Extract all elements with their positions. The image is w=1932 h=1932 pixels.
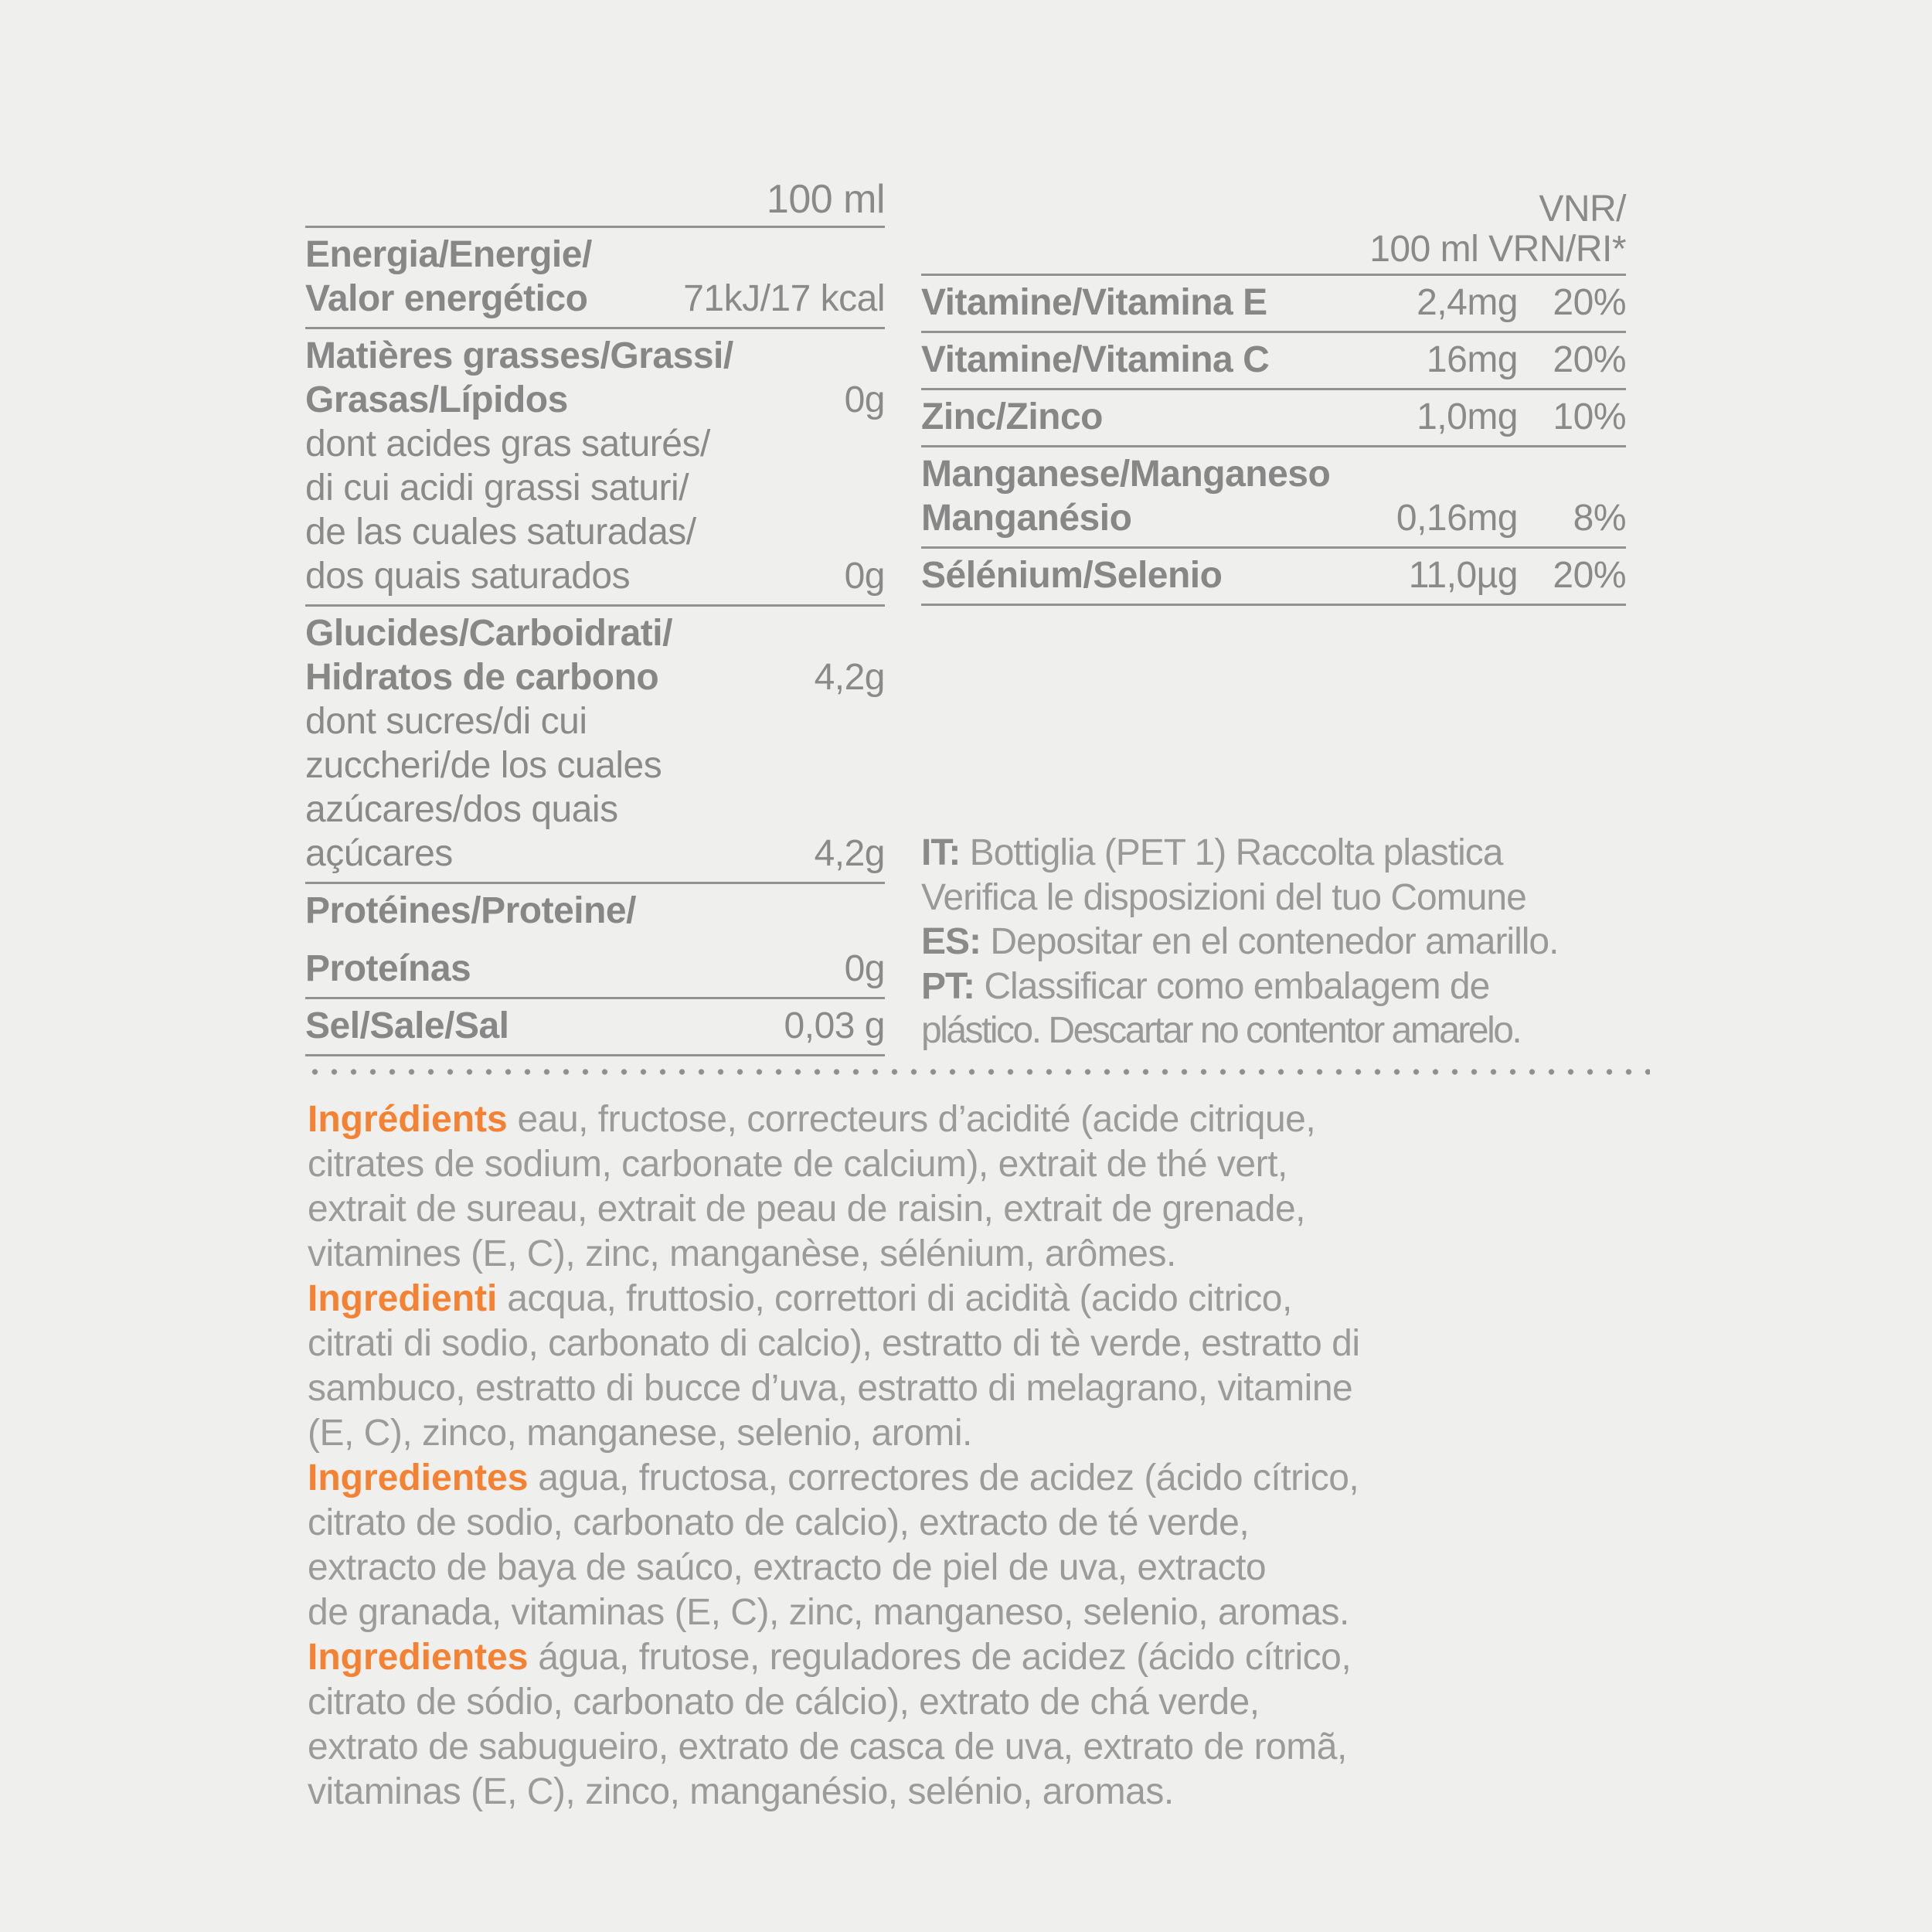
nutrition-row-line	[305, 699, 885, 743]
ingredients-text-line	[308, 1321, 1648, 1366]
nutrition-value: 0g	[844, 948, 885, 989]
nutrition-row-line	[305, 743, 885, 787]
micronutrient-label: Vitamine/Vitamina C	[921, 339, 1270, 380]
nutrition-row-line	[305, 277, 885, 321]
recycling-text: plástico. Descartar no contentor amarelo.	[921, 1010, 1521, 1051]
recycling-line	[921, 831, 1648, 876]
nutrition-row	[305, 228, 885, 329]
nutrition-row-line	[305, 422, 885, 466]
ingredients-heading: Ingredientes	[308, 1458, 529, 1498]
micronutrient-amount: 0,16mg	[1396, 498, 1518, 539]
nutrition-value: 0g	[844, 379, 885, 420]
nutrition-value: 0g	[844, 556, 885, 597]
ingredients-line-text: citrato de sodio, carbonato de calcio), extracto de té verde,	[308, 1502, 1250, 1543]
nutrition-value: 4,2g	[814, 833, 885, 874]
ingredients-paragraph	[308, 1277, 1648, 1456]
nutrition-label: Sel/Sale/Sal	[305, 1005, 509, 1046]
ingredients-text-line	[308, 1187, 1648, 1232]
ingredients-heading: Ingrédients	[308, 1099, 508, 1140]
recycling-line	[921, 1009, 1648, 1053]
nutrition-value: 0,03 g	[784, 1005, 885, 1046]
nutrition-label: dont sucres/di cui	[305, 701, 587, 742]
ingredients-line-text: extrait de sureau, extrait de peau de raisin, extrait de grenade,	[308, 1189, 1305, 1230]
nutrition-row-line	[305, 554, 885, 598]
micronutrient-amount: 11,0µg	[1408, 555, 1518, 596]
nutrition-row-line	[305, 510, 885, 554]
nutrition-row-line	[305, 466, 885, 510]
ingredients-line-text: extracto de baya de saúco, extracto de piel de uva, extracto	[308, 1547, 1267, 1588]
micronutrient-ri-percent: 20%	[1553, 339, 1626, 380]
nutrition-value: 4,2g	[814, 657, 885, 698]
nutrition-value: 71kJ/17 kcal	[683, 278, 885, 319]
micronutrient-ri-percent: 20%	[1553, 282, 1626, 323]
recycling-language-prefix: PT:	[921, 965, 975, 1007]
nutrition-row-line	[305, 832, 885, 876]
nutrition-column-header: 100 ml	[305, 179, 885, 228]
ingredients-paragraph	[308, 1635, 1648, 1815]
nutrition-row-line	[305, 947, 885, 991]
ingredients-text-line	[308, 1635, 1648, 1680]
nutrition-row-line	[305, 655, 885, 699]
nutrition-label: azúcares/dos quais	[305, 789, 618, 830]
micronutrients-header	[921, 189, 1626, 276]
nutrition-table	[305, 179, 885, 1056]
nutrition-row	[305, 607, 885, 884]
ingredients-line-text: citrati di sodio, carbonato di calcio), estratto di tè verde, estratto di	[308, 1323, 1360, 1364]
nutrition-label: de las cuales saturadas/	[305, 512, 696, 553]
micronutrients-table-rows	[921, 276, 1626, 606]
micronutrient-row-line	[921, 338, 1626, 382]
micronutrient-label: Manganésio	[921, 498, 1132, 539]
nutrition-label: zuccheri/de los cuales	[305, 745, 662, 786]
nutrition-label: dont acides gras saturés/	[305, 423, 710, 464]
ingredients-line-text: extrato de sabugueiro, extrato de casca de uva, extrato de romã,	[308, 1726, 1347, 1767]
micronutrients-header-line2: 100 ml VRN/RI*	[1369, 229, 1626, 270]
ingredients-line-text: sambuco, estratto di bucce d’uva, estratto di melagrano, vitamine	[308, 1368, 1353, 1409]
micronutrient-amount: 16mg	[1426, 339, 1518, 380]
recycling-text: Verifica le disposizioni del tuo Comune	[921, 876, 1526, 918]
micronutrient-ri-percent: 20%	[1553, 555, 1626, 596]
micronutrients-table	[921, 189, 1626, 606]
recycling-line	[921, 876, 1648, 920]
ingredients-text-line	[308, 1411, 1648, 1456]
dotted-divider	[305, 1062, 1650, 1082]
ingredients-line-text: vitaminas (E, C), zinco, manganésio, selénio, aromas.	[308, 1771, 1174, 1812]
nutrition-label: açúcares	[305, 833, 453, 874]
ingredients-text-line	[308, 1456, 1648, 1501]
micronutrient-amount: 2,4mg	[1417, 282, 1518, 323]
nutrition-row-line	[305, 233, 885, 277]
ingredients-line-text: de granada, vitaminas (E, C), zinc, manganeso, selenio, aromas.	[308, 1592, 1349, 1633]
ingredients-line-text: citrato de sódio, carbonato de cálcio), extrato de chá verde,	[308, 1682, 1260, 1723]
ingredients-text-line	[308, 1501, 1648, 1546]
recycling-text: Bottiglia (PET 1) Raccolta plastica	[969, 832, 1503, 873]
nutrition-row-line	[305, 787, 885, 832]
recycling-info	[921, 831, 1648, 1053]
nutrition-row-line	[305, 889, 885, 933]
micronutrients-header-line1: VNR/	[1539, 189, 1626, 230]
ingredients-line-text: água, frutose, reguladores de acidez (ácido cítrico,	[538, 1637, 1352, 1678]
ingredients-paragraph	[308, 1456, 1648, 1635]
ingredients-text-line	[308, 1680, 1648, 1725]
ingredients-line-text: eau, fructose, correcteurs d’acidité (acide citrique,	[517, 1099, 1316, 1140]
micronutrient-label: Manganese/Manganeso	[921, 454, 1331, 495]
nutrition-row	[305, 999, 885, 1056]
nutrition-label: Valor energético	[305, 278, 588, 319]
ingredients-text-line	[308, 1366, 1648, 1411]
nutrition-row-line	[305, 611, 885, 655]
ingredients-text-line	[308, 1770, 1648, 1815]
micronutrient-ri-percent: 10%	[1553, 396, 1626, 437]
micronutrient-row-line	[921, 395, 1626, 439]
ingredients-heading: Ingredientes	[308, 1637, 529, 1678]
micronutrient-row-line	[921, 496, 1626, 540]
nutrition-row-line	[305, 1004, 885, 1048]
nutrition-row	[305, 884, 885, 999]
nutrition-label: Matières grasses/Grassi/	[305, 335, 733, 376]
ingredients-paragraph	[308, 1097, 1648, 1277]
nutrition-label: Grasas/Lípidos	[305, 379, 568, 420]
micronutrient-amount: 1,0mg	[1417, 396, 1518, 437]
micronutrient-row-line	[921, 281, 1626, 325]
micronutrient-label: Vitamine/Vitamina E	[921, 282, 1267, 323]
nutrition-table-rows	[305, 228, 885, 1056]
nutrition-label: Hidratos de carbono	[305, 657, 659, 698]
nutrition-row	[305, 329, 885, 607]
ingredients-line-text: agua, fructosa, correctores de acidez (ácido cítrico,	[538, 1458, 1359, 1498]
recycling-text: Depositar en el contenedor amarillo.	[990, 921, 1559, 962]
ingredients-text-line	[308, 1232, 1648, 1277]
micronutrient-row	[921, 333, 1626, 390]
micronutrient-row	[921, 276, 1626, 333]
ingredients-text-line	[308, 1590, 1648, 1635]
nutrition-row-line	[305, 378, 885, 422]
ingredients-heading: Ingredienti	[308, 1278, 498, 1319]
micronutrient-row	[921, 390, 1626, 447]
nutrition-label: Glucides/Carboidrati/	[305, 613, 672, 654]
ingredients-text-line	[308, 1142, 1648, 1187]
ingredients-text-line	[308, 1546, 1648, 1590]
recycling-language-prefix: ES:	[921, 921, 981, 962]
micronutrient-row-line	[921, 452, 1626, 496]
recycling-language-prefix: IT:	[921, 832, 961, 873]
ingredients-section	[308, 1097, 1648, 1815]
recycling-line	[921, 920, 1648, 964]
ingredients-line-text: citrates de sodium, carbonate de calcium), extrait de thé vert,	[308, 1144, 1287, 1185]
nutrition-label: Energia/Energie/	[305, 234, 592, 275]
ingredients-line-text: acqua, fruttosio, correttori di acidità (acido citrico,	[507, 1278, 1292, 1319]
micronutrient-label: Sélénium/Selenio	[921, 555, 1223, 596]
ingredients-line-text: vitamines (E, C), zinc, manganèse, sélénium, arômes.	[308, 1233, 1176, 1274]
ingredients-text-line	[308, 1277, 1648, 1321]
micronutrient-row	[921, 447, 1626, 549]
ingredients-text-line	[308, 1725, 1648, 1770]
micronutrient-row	[921, 549, 1626, 606]
ingredients-text-line	[308, 1097, 1648, 1142]
nutrition-row-line	[305, 334, 885, 378]
recycling-line	[921, 964, 1648, 1009]
nutrition-label: di cui acidi grassi saturi/	[305, 468, 689, 509]
recycling-text: Classificar como embalagem de	[984, 965, 1490, 1007]
nutrition-label: dos quais saturados	[305, 556, 631, 597]
micronutrient-row-line	[921, 553, 1626, 597]
micronutrient-label: Zinc/Zinco	[921, 396, 1103, 437]
micronutrient-ri-percent: 8%	[1573, 498, 1626, 539]
nutrition-label: Proteínas	[305, 948, 471, 989]
nutrition-label: Protéines/Proteine/	[305, 890, 636, 931]
ingredients-line-text: (E, C), zinco, manganese, selenio, aromi.	[308, 1413, 972, 1454]
